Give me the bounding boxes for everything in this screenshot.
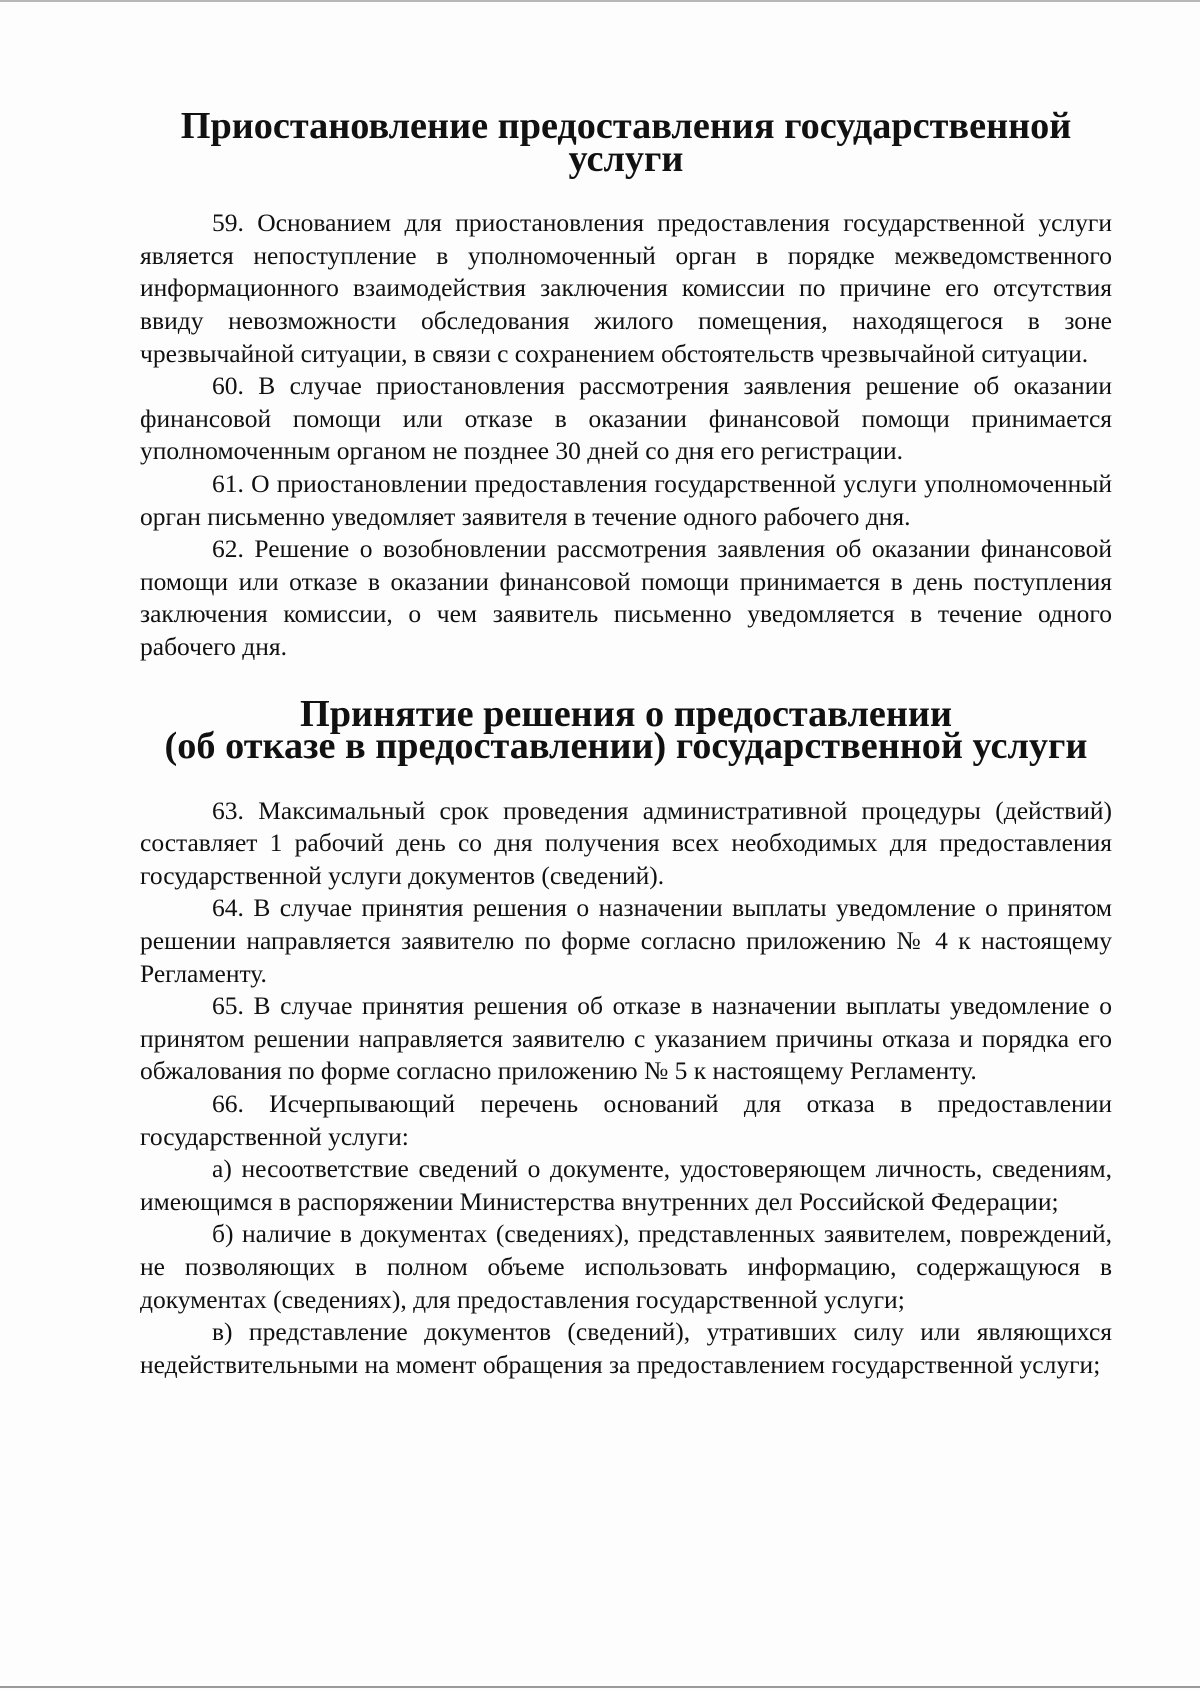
paragraph-66: 66. Исчерпывающий перечень оснований для отказа в предоставлении государственной услуги: [140,1089,1112,1151]
section-heading-text: Приостановление предоставления государственной услуги [180,105,1072,180]
section-heading-suspension [140,105,1112,180]
list-item-v: в) представление документов (сведений), утративших силу или являющихся недействительными на момент обращения за предоставлением государственной услуги; [140,1317,1112,1379]
section-heading-line-1: Принятие решения о предоставлении [299,692,953,735]
list-item-b: б) наличие в документах (сведениях), представленных заявителем, повреждений, не позволяющих в полном объеме использовать информацию, содержащуюся в документах (сведениях), для предоставления государственной услуги; [140,1219,1112,1314]
section-heading-line-2: (об отказе в предоставлении) государственной услуги [164,725,1088,768]
paragraph-59: 59. Основанием для приостановления предоставления государственной услуги является непоступление в уполномоченный орган в порядке межведомственного информационного взаимодействия заключения комиссии по причине его отсутствия ввиду невозможности обследования жилого помещения, находящегося в зоне чрезвычайной ситуации, в связи с сохранением обстоятельств чрезвычайной ситуации. [140,208,1112,368]
paragraph-63: 63. Максимальный срок проведения административной процедуры (действий) составляет 1 рабочий день со дня получения всех необходимых для предоставления государственной услуги документов (сведений). [140,795,1112,890]
paragraph-60: 60. В случае приостановления рассмотрения заявления решение об оказании финансовой помощи или отказе в оказании финансовой помощи принимается уполномоченным органом не позднее 30 дней со дня его регистрации. [140,371,1112,466]
paragraph-61: 61. О приостановлении предоставления государственной услуги уполномоченный орган письменно уведомляет заявителя в течение одного рабочего дня. [140,468,1112,531]
list-item-a: а) несоответствие сведений о документе, удостоверяющем личность, сведениям, имеющимся в распоряжении Министерства внутренних дел Российской Федерации; [140,1154,1112,1216]
section-heading-decision [140,692,1112,768]
scan-bottom-edge [0,1686,1200,1688]
paragraph-65: 65. В случае принятия решения об отказе в назначении выплаты уведомление о принятом решении направляется заявителю с указанием причины отказа и порядка его обжалования по форме согласно приложению № 5 к настоящему Регламенту. [140,991,1112,1086]
document-body [140,105,1112,1381]
scan-top-edge [0,0,1200,2]
paragraph-62: 62. Решение о возобновлении рассмотрения заявления об оказании финансовой помощи или отказе в оказании финансовой помощи принимается в день поступления заключения комиссии, о чем заявитель письменно уведомляется в течение одного рабочего дня. [140,534,1112,661]
paragraph-64: 64. В случае принятия решения о назначении выплаты уведомление о принятом решении направляется заявителю по форме согласно приложению № 4 к настоящему Регламенту. [140,893,1112,988]
